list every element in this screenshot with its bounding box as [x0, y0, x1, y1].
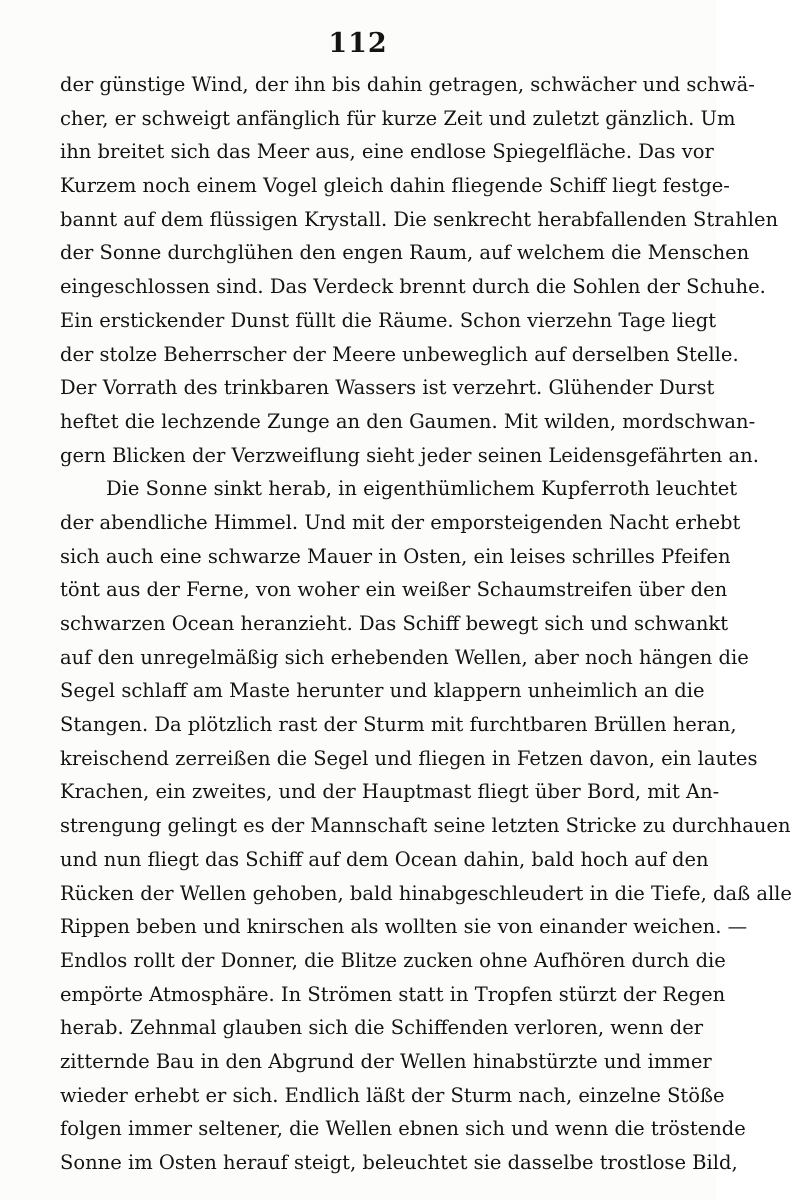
text-line: Stangen. Da plötzlich rast der Sturm mit furchtbaren Brüllen heran,: [60, 713, 737, 737]
text-line: Kurzem noch einem Vogel gleich dahin fliegende Schiff liegt festge-: [60, 174, 730, 198]
text-line: bannt auf dem flüssigen Krystall. Die senkrecht herabfallenden Strahlen: [60, 207, 779, 231]
text-line: der günstige Wind, der ihn bis dahin getragen, schwächer und schwä-: [60, 73, 755, 96]
text-line: heftet die lechzende Zunge an den Gaumen. Mit wilden, mordschwan-: [60, 409, 756, 433]
text-line: schwarzen Ocean heranzieht. Das Schiff bewegt sich und schwankt: [60, 612, 729, 635]
text-line: tönt aus der Ferne, von woher ein weißer Schaumstreifen über den: [60, 578, 728, 602]
text-line: Rücken der Wellen gehoben, bald hinabgeschleudert in die Tiefe, daß alle: [60, 881, 792, 905]
text-line: strengung gelingt es der Mannschaft seine letzten Stricke zu durchhauen: [60, 814, 791, 838]
text-line: Sonne im Osten herauf steigt, beleuchtet sie dasselbe trostlose Bild,: [60, 1151, 738, 1174]
text-line: und nun fliegt das Schiff auf dem Ocean dahin, bald hoch auf den: [60, 847, 709, 871]
text-line: cher, er schweigt anfänglich für kurze Zeit und zuletzt gänzlich. Um: [60, 106, 736, 130]
text-line: der stolze Beherrscher der Meere unbeweglich auf derselben Stelle.: [60, 342, 739, 366]
text-line: auf den unregelmäßig sich erhebenden Wellen, aber noch hängen die: [60, 645, 749, 669]
text-line: der abendliche Himmel. Und mit der emporsteigenden Nacht erhebt: [60, 510, 741, 534]
text-line: sich auch eine schwarze Mauer in Osten, ein leises schrilles Pfeifen: [60, 544, 731, 568]
page-number: 112: [328, 28, 388, 59]
text-line: Segel schlaff am Maste herunter und klappern unheimlich an die: [60, 679, 705, 703]
text-line: Endlos rollt der Donner, die Blitze zucken ohne Aufhören durch die: [60, 948, 726, 972]
text-line: gern Blicken der Verzweiflung sieht jeder seinen Leidensgefährten an.: [60, 443, 759, 467]
text-line: Ein erstickender Dunst füllt die Räume. Schon vierzehn Tage liegt: [60, 308, 717, 332]
text-line: folgen immer seltener, die Wellen ebnen sich und wenn die tröstende: [60, 1117, 746, 1141]
text-line: Krachen, ein zweites, und der Hauptmast fliegt über Bord, mit An-: [60, 780, 720, 804]
text-line: der Sonne durchglühen den engen Raum, auf welchem die Menschen: [60, 241, 750, 265]
text-line: eingeschlossen sind. Das Verdeck brennt durch die Sohlen der Schuhe.: [60, 275, 766, 299]
text-line: Rippen beben und knirschen als wollten sie von einander weichen. —: [60, 915, 748, 939]
text-line: Der Vorrath des trinkbaren Wassers ist verzehrt. Glühender Durst: [60, 376, 715, 400]
text-line: herab. Zehnmal glauben sich die Schiffenden verloren, wenn der: [60, 1016, 704, 1040]
body-text: [60, 68, 792, 1180]
text-line: empörte Atmosphäre. In Strömen statt in Tropfen stürzt der Regen: [60, 982, 726, 1006]
text-line: wieder erhebt er sich. Endlich läßt der Sturm nach, einzelne Stöße: [60, 1083, 725, 1107]
text-line: kreischend zerreißen die Segel und fliegen in Fetzen davon, ein lautes: [60, 746, 758, 770]
text-line: zitternde Bau in den Abgrund der Wellen hinabstürzte und immer: [60, 1049, 712, 1073]
text-line: ihn breitet sich das Meer aus, eine endlose Spiegelfläche. Das vor: [60, 140, 714, 164]
text-line: Die Sonne sinkt herab, in eigenthümlichem Kupferroth leuchtet: [106, 477, 738, 501]
